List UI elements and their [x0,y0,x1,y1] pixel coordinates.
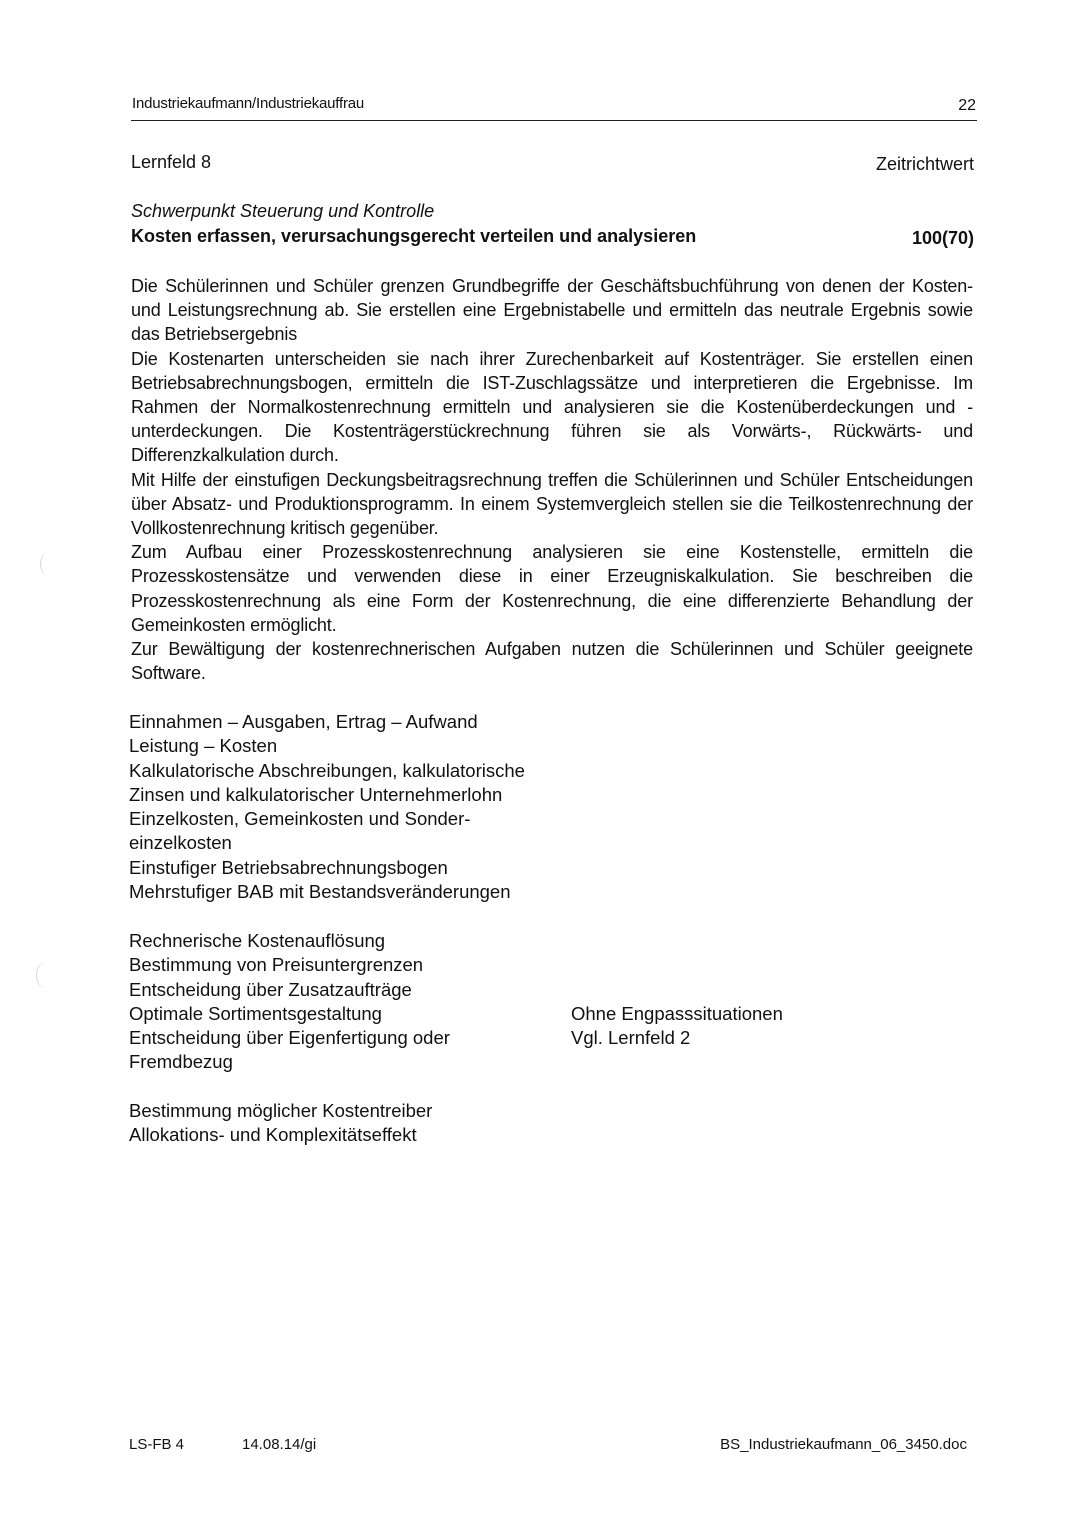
note-item: Ohne Engpasssituationen [571,1003,783,1024]
content-item: Optimale Sortimentsgestaltung [129,1002,382,1024]
zeitrichtwert-label: Zeitrichtwert [875,154,974,174]
content-item: Einstufiger Betriebsabrechnungsbogen [129,856,448,878]
content-item: Entscheidung über Zusatzaufträge [129,978,412,1000]
punch-hole-mark [40,553,55,575]
footer-filename: BS_Industriekaufmann_06_3450.doc [720,1436,967,1453]
page-number: 22 [958,97,976,114]
footer-date-author: 14.08.14/gi [242,1436,317,1453]
contents-group-2-notes [571,1002,783,1051]
punch-hole-mark [36,962,55,988]
content-item: Entscheidung über Eigenfertigung oder [129,1027,450,1049]
content-item: einzelkosten [129,832,232,854]
content-item: Einzelkosten, Gemeinkosten und Sonder- [129,808,471,830]
content-item: Zinsen und kalkulatorischer Unternehmerlohn [129,783,503,805]
contents-group-1 [129,710,525,904]
content-item: Bestimmung von Preisuntergrenzen [129,954,424,976]
contents-group-2 [129,929,450,1075]
zeitrichtwert-value: 100(70) [911,228,974,248]
content-item: Kalkulatorische Abschreibungen, kalkulatorische [129,759,525,781]
footer-department: LS-FB 4 [129,1436,185,1453]
description-block [131,274,973,685]
note-item: Vgl. Lernfeld 2 [571,1027,691,1049]
description-paragraph: Die Kostenarten unterscheiden sie nach ihrer Zurechenbarkeit auf Kostenträger. Sie erstellen einen Betriebsabrechnungsbogen, ermitteln die IST-Zuschlagssätze und interpretieren die Ergebnisse. Im Rahmen der Normalkostenrechnung ermitteln und analysieren sie die Kostenüberdeckungen und -unterdeckungen. Die Kostenträgerstückrechnung führen sie als Vorwärts-, Rückwärts- und Differenzkalkulation durch. [131,348,973,466]
schwerpunkt-subtitle: Schwerpunkt Steuerung und Kontrolle [131,201,435,221]
content-item: Allokations- und Komplexitätseffekt [129,1124,417,1146]
description-paragraph: Mit Hilfe der einstufigen Deckungsbeitragsrechnung treffen die Schülerinnen und Schüler Entscheidungen über Absatz- und Produktionsprogramm. In einem Systemvergleich stellen sie die Teilkostenrechnung der Vollkostenrechnung kritisch gegenüber. [131,469,973,539]
description-paragraph: Die Schülerinnen und Schüler grenzen Grundbegriffe der Geschäftsbuchführung von denen der Kosten- und Leistungsrechnung ab. Sie erstellen eine Ergebnistabelle und ermitteln das neutrale Ergebnis sowie das Betriebsergebnis [131,276,973,345]
description-paragraph: Zur Bewältigung der kostenrechnerischen Aufgaben nutzen die Schülerinnen und Schüler geeignete Software. [131,639,973,684]
content-item: Leistung – Kosten [129,735,278,757]
contents-group-3 [129,1099,432,1148]
content-item: Bestimmung möglicher Kostentreiber [129,1100,433,1121]
content-item: Mehrstufiger BAB mit Bestandsveränderungen [129,881,511,903]
content-item: Fremdbezug [129,1051,233,1073]
content-item: Einnahmen – Ausgaben, Ertrag – Aufwand [129,711,478,732]
content-item: Rechnerische Kostenauflösung [129,930,386,951]
description-paragraph: Zum Aufbau einer Prozesskostenrechnung analysieren sie eine Kostenstelle, ermitteln die Prozesskostensätze und verwenden diese in einer Erzeugniskalkulation. Sie beschreiben die Prozesskostenrechnung als eine Form der Kostenrechnung, die eine differenzierte Behandlung der Gemeinkosten ermöglicht. [131,542,973,635]
header-rule [131,120,977,121]
lernfeld-label: Lernfeld 8 [131,152,212,172]
section-title: Kosten erfassen, verursachungsgerecht verteilen und analysieren [131,226,697,246]
running-header-title: Industriekaufmann/Industriekauffrau [132,95,365,112]
